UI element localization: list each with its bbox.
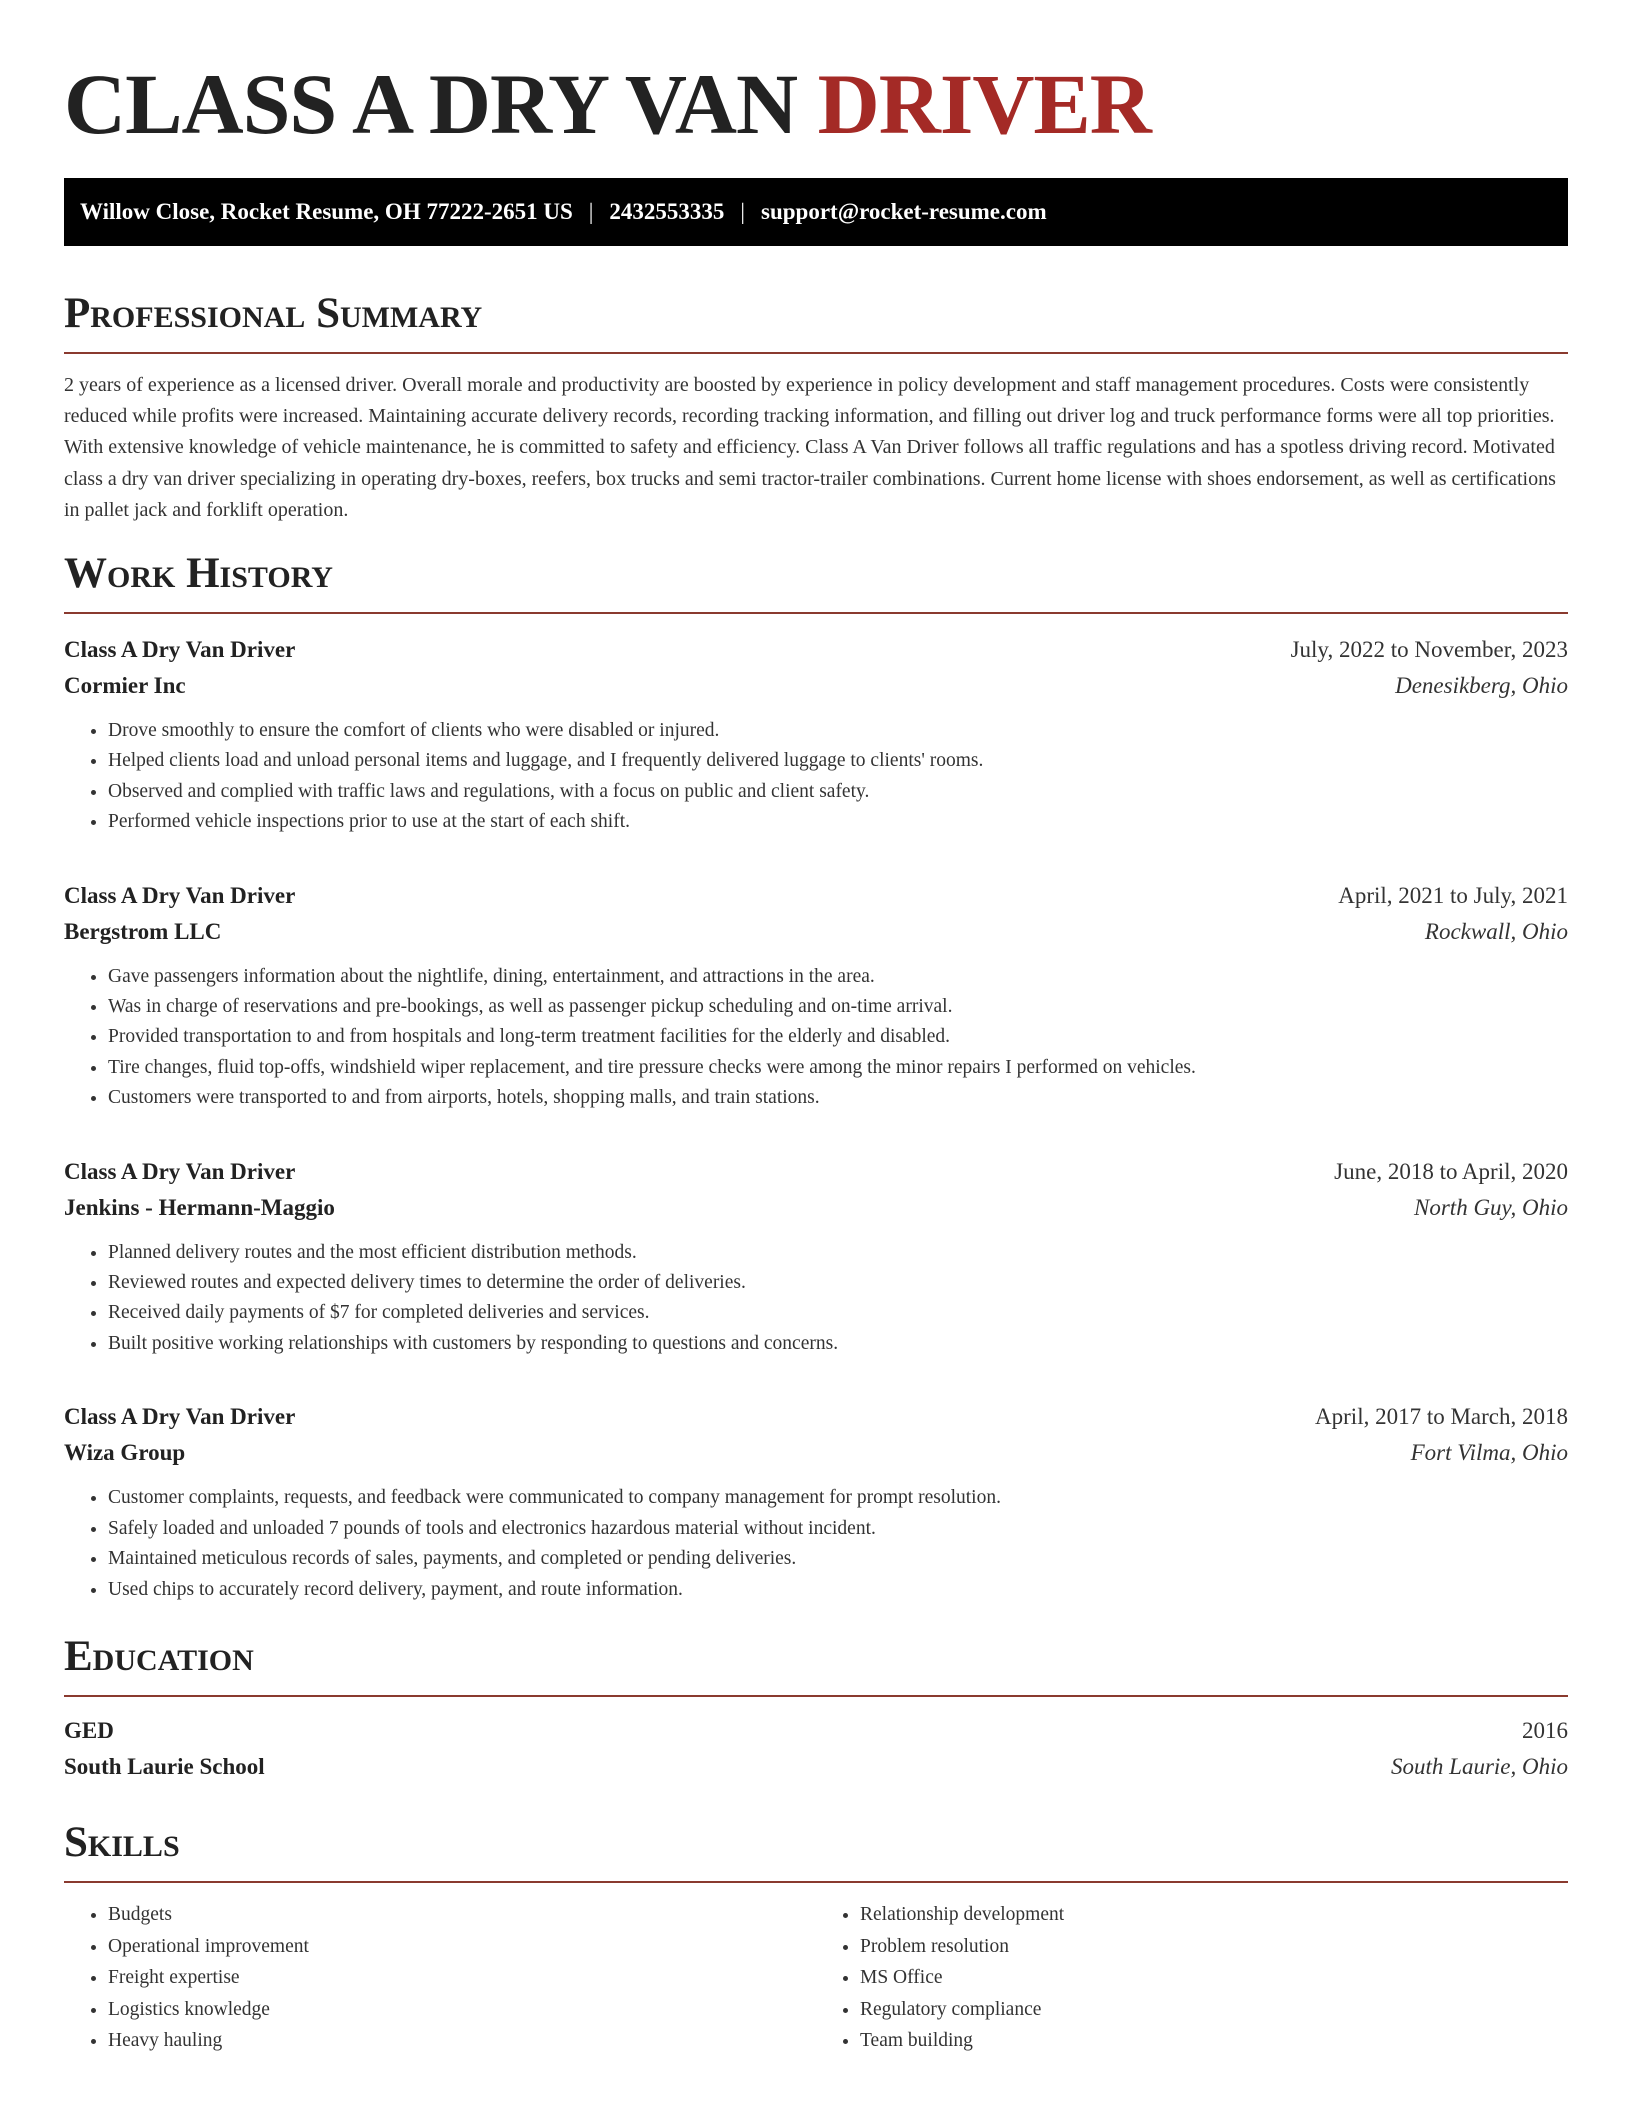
skills-list-right [816, 1899, 1568, 2057]
skill-item: • Logistics knowledge [108, 1994, 816, 2026]
job-bullets [64, 1238, 1568, 1360]
list-item: • Built positive working relationships with customers by responding to questions and concerns. [108, 1329, 1568, 1359]
job-bullets [64, 716, 1568, 838]
section-heading: Skills [64, 1819, 1568, 1883]
job-bullets [64, 1483, 1568, 1605]
contact-separator: | [740, 199, 745, 224]
job-bullets [64, 962, 1568, 1114]
title-accent: DRIVER [817, 56, 1151, 152]
skill-item: • Regulatory compliance [860, 1994, 1568, 2026]
job-dates: July, 2022 to November, 2023 [1290, 637, 1568, 663]
education-degree: GED [64, 1717, 114, 1743]
work-history-section [64, 550, 1568, 1605]
education-location: South Laurie, Ohio [1391, 1753, 1568, 1779]
list-item: • Drove smoothly to ensure the comfort of clients who were disabled or injured. [108, 716, 1568, 746]
resume-title [64, 58, 1568, 150]
education-entry [64, 1713, 1568, 1785]
list-item: • Helped clients load and unload personal items and luggage, and I frequently delivered luggage to clients' rooms. [108, 746, 1568, 776]
job-dates: April, 2017 to March, 2018 [1315, 1404, 1568, 1430]
job-entry [64, 1154, 1568, 1360]
list-item: • Customers were transported to and from airports, hotels, shopping malls, and train stations. [108, 1083, 1568, 1113]
job-company: Bergstrom LLC [64, 918, 222, 944]
skills-list-left [64, 1899, 816, 2057]
job-location: Rockwall, Ohio [1424, 918, 1568, 944]
job-location: Denesikberg, Ohio [1395, 673, 1568, 699]
skills-grid [64, 1899, 1568, 2057]
job-company: Jenkins - Hermann-Maggio [64, 1194, 335, 1220]
list-item: • Planned delivery routes and the most efficient distribution methods. [108, 1238, 1568, 1268]
job-entry [64, 1399, 1568, 1605]
list-item: • Maintained meticulous records of sales, payments, and completed or pending deliveries. [108, 1544, 1568, 1574]
education-section [64, 1633, 1568, 1785]
contact-address: Willow Close, Rocket Resume, OH 77222-2651 US [80, 199, 573, 224]
list-item: • Safely loaded and unloaded 7 pounds of tools and electronics hazardous material without incident. [108, 1514, 1568, 1544]
list-item: • Received daily payments of $7 for completed deliveries and services. [108, 1298, 1568, 1328]
job-role: Class A Dry Van Driver [64, 637, 296, 663]
summary-section [64, 290, 1568, 526]
list-item: • Observed and complied with traffic laws and regulations, with a focus on public and client safety. [108, 777, 1568, 807]
section-heading: Work History [64, 550, 1568, 614]
section-heading: Professional Summary [64, 290, 1568, 354]
education-year: 2016 [1522, 1717, 1568, 1743]
list-item: • Gave passengers information about the nightlife, dining, entertainment, and attractions in the area. [108, 962, 1568, 992]
list-item: • Customer complaints, requests, and feedback were communicated to company management for prompt resolution. [108, 1483, 1568, 1513]
skills-section [64, 1819, 1568, 2057]
title-main: CLASS A DRY VAN [64, 56, 798, 152]
contact-separator: | [588, 199, 594, 224]
job-role: Class A Dry Van Driver [64, 1158, 296, 1184]
section-heading: Education [64, 1633, 1568, 1697]
job-dates: April, 2021 to July, 2021 [1338, 882, 1568, 908]
job-role: Class A Dry Van Driver [64, 1404, 296, 1430]
job-dates: June, 2018 to April, 2020 [1334, 1158, 1568, 1184]
list-item: • Tire changes, fluid top-offs, windshield wiper replacement, and tire pressure checks were among the minor repairs I performed on vehicles. [108, 1053, 1568, 1083]
contact-email[interactable]: support@rocket-resume.com [761, 199, 1047, 224]
education-school: South Laurie School [64, 1753, 265, 1779]
list-item: • Was in charge of reservations and pre-bookings, as well as passenger pickup scheduling and on-time arrival. [108, 992, 1568, 1022]
job-location: Fort Vilma, Ohio [1410, 1440, 1568, 1466]
list-item: • Performed vehicle inspections prior to use at the start of each shift. [108, 807, 1568, 837]
job-company: Wiza Group [64, 1440, 186, 1466]
list-item: • Provided transportation to and from hospitals and long-term treatment facilities for the elderly and disabled. [108, 1022, 1568, 1052]
skill-item: • Operational improvement [108, 1931, 816, 1963]
job-role: Class A Dry Van Driver [64, 882, 296, 908]
skill-item: • MS Office [860, 1962, 1568, 1994]
summary-text: 2 years of experience as a licensed driver. Overall morale and productivity are boosted by experience in policy development and staff management procedures. Costs were consistently reduced while profits were increased. Maintaining accurate delivery records, recording tracking information, and filling out driver log and truck performance forms were all top priorities. With extensive knowledge of vehicle maintenance, he is committed to safety and efficiency. Class A Van Driver follows all traffic regulations and has a spotless driving record. Motivated class a dry van driver specializing in operating dry-boxes, reefers, box trucks and semi tractor-trailer combinations. Current home license with shoes endorsement, as well as certifications in pallet jack and forklift operation. [64, 374, 1556, 521]
skill-item: • Team building [860, 2025, 1568, 2057]
skill-item: • Budgets [108, 1899, 816, 1931]
job-entry [64, 632, 1568, 838]
contact-bar [64, 178, 1568, 246]
job-location: North Guy, Ohio [1414, 1194, 1568, 1220]
contact-phone: 2432553335 [609, 199, 725, 224]
list-item: • Used chips to accurately record delivery, payment, and route information. [108, 1575, 1568, 1605]
skill-item: • Problem resolution [860, 1931, 1568, 1963]
job-entry [64, 878, 1568, 1114]
list-item: • Reviewed routes and expected delivery times to determine the order of deliveries. [108, 1268, 1568, 1298]
job-company: Cormier Inc [64, 673, 186, 699]
skill-item: • Relationship development [860, 1899, 1568, 1931]
skill-item: • Heavy hauling [108, 2025, 816, 2057]
skill-item: • Freight expertise [108, 1962, 816, 1994]
